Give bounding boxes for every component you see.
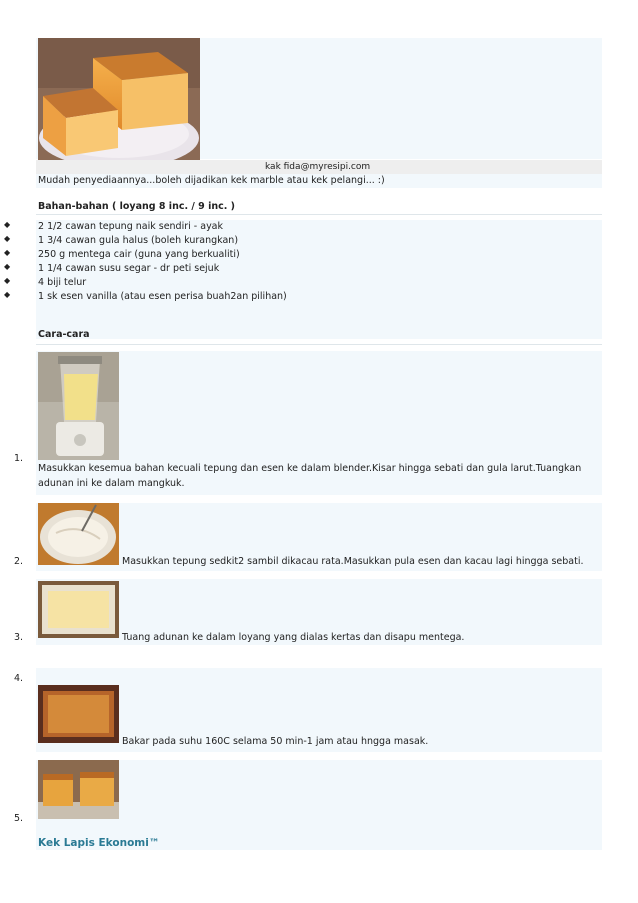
method-divider	[36, 344, 602, 345]
ingredient-item: 250 g mentega cair (guna yang berkualiti)	[38, 249, 240, 260]
ingredient-item: 1 3/4 cawan gula halus (boleh kurangkan)	[38, 235, 239, 246]
bullet-icon: ◆	[4, 220, 11, 229]
bullet-icon: ◆	[4, 276, 11, 285]
cake-photo	[38, 38, 200, 160]
step-text: Tuang adunan ke dalam loyang yang dialas kertas dan disapu mentega.	[122, 632, 465, 643]
step-number: 2.	[14, 556, 24, 567]
step-photo-baked-cake	[38, 685, 119, 743]
step-number: 5.	[14, 813, 24, 824]
step-number: 1.	[14, 453, 24, 464]
step-text: Masukkan kesemua bahan kecuali tepung dan esen ke dalam blender.Kisar hingga sebati dan gula larut.Tuangkan	[38, 463, 582, 474]
bullet-icon: ◆	[4, 262, 11, 271]
step-photo-cake-slices	[38, 760, 119, 819]
method-heading: Cara-cara	[38, 329, 90, 340]
step-number: 3.	[14, 632, 24, 643]
step-photo-batter-bowl	[38, 503, 119, 565]
next-recipe-link[interactable]: Kek Lapis Ekonomi™	[38, 837, 160, 849]
ingredients-divider	[36, 214, 602, 215]
step-text: adunan ini ke dalam mangkuk.	[38, 478, 185, 489]
step-text: Bakar pada suhu 160C selama 50 min-1 jam atau hngga masak.	[122, 736, 429, 747]
bullet-icon: ◆	[4, 234, 11, 243]
step-photo-blender	[38, 352, 119, 460]
step-text: Masukkan tepung sedkit2 sambil dikacau rata.Masukkan pula esen dan kacau lagi hingga sebati.	[122, 556, 584, 567]
ingredient-item: 1 1/4 cawan susu segar - dr peti sejuk	[38, 263, 220, 274]
step-photo-lined-pan	[38, 581, 119, 638]
bullet-icon: ◆	[4, 248, 11, 257]
image-caption: kak fida@myresipi.com	[265, 162, 371, 172]
ingredient-item: 1 sk esen vanilla (atau esen perisa buah2an pilihan)	[38, 291, 287, 302]
bullet-icon: ◆	[4, 290, 11, 299]
step-number: 4.	[14, 673, 24, 684]
ingredient-item: 2 1/2 cawan tepung naik sendiri - ayak	[38, 221, 224, 232]
ingredient-item: 4 biji telur	[38, 277, 87, 288]
ingredients-heading: Bahan-bahan ( loyang 8 inc. / 9 inc. )	[38, 201, 235, 212]
intro-text: Mudah penyediaannya...boleh dijadikan kek marble atau kek pelangi... :)	[38, 175, 385, 186]
